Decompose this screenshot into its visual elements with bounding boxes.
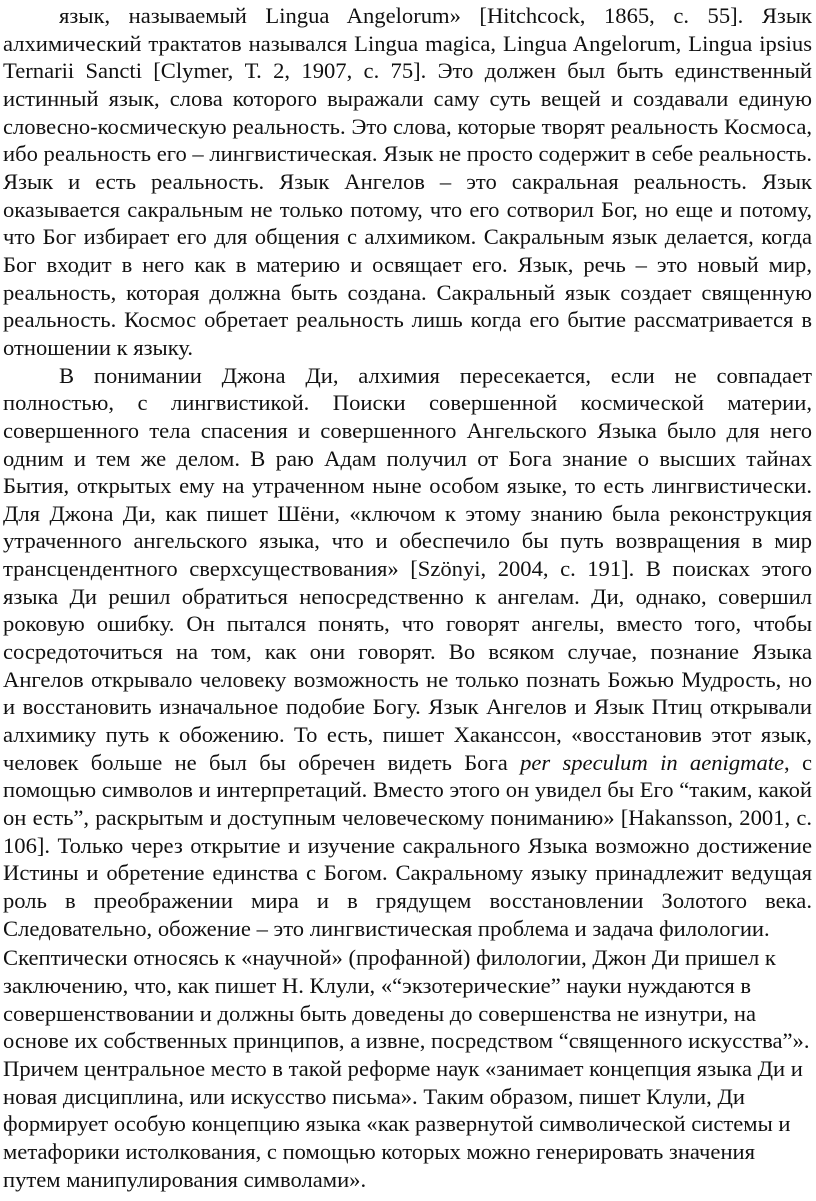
paragraph-2-text-start: В понимании Джона Ди, алхимия пересекается, если не совпадает полностью, с лингвистикой. Поиски совершенной космической материи, совершенного тела спасения и совершенного Ангельского Языка было для него одним и тем же делом. В раю Адам получил от Бога знание о высших тайнах Бытия, открытых ему на утраченном ныне особом языке, то есть лингвистически. Для Джона Ди, как пишет Шёни, «ключом к этому знанию была реконструкция утраченного ангельского языка, что и обеспечило бы путь возвращения в мир трансцендентного сверхсуществования» [Szönyi, 2004, с. 191]. В поисках этого языка Ди решил обратиться непосредственно к ангелам. Ди, однако, совершил роковую ошибку. Он пытался понять, что говорят ангелы, вместо того, чтобы сосредоточиться на том, как они говорят. Во всяком случае, познание Языка Ангелов открывало человеку возможность не только познать Божью Мудрость, но и восстановить изначальное подобие Богу. Язык Ангелов и Язык Птиц открывали алхимику путь к обожению. То есть, пишет Хаканссон, «восстановив этот язык, человек больше не был бы обречен видеть Бога xyxy=(3,362,812,775)
paragraph-2-text-end: , с помощью символов и интерпретаций. Вместо этого он увидел бы Его “таким, какой он есть”, раскрытым и доступным человеческому пониманию» [Hakansson, 2001, с. 106]. Только через открытие и изучение сакрального Языка возможно достижение Истины и обретение единства с Богом. Сакральному языку принадлежит ведущая роль в преображении мира и в грядущем восстановлении Золотого века. Следовательно, обожение – это лингвистическая проблема и задача филологии. xyxy=(3,749,813,941)
paragraph-1: язык, называемый Lingua Angelorum» [Hitchcock, 1865, с. 55]. Язык алхимический трактатов назывался Lingua magica, Lingua Angelorum, Lingua ipsius Ternarii Sancti [Clymer, Т. 2, 1907, с. 75]. Это должен был быть единственный истинный язык, слова которого выражали саму суть вещей и создавали единую словесно-космическую реальность. Это слова, которые творят реальность Космоса, ибо реальность его – лингвистическая. Язык не просто содержит в себе реальность. Язык и есть реальность. Язык Ангелов – это сакральная реальность. Язык оказывается сакральным не только потому, что его сотворил Бог, но еще и потому, что Бог избирает его для общения с алхимиком. Сакральным язык делается, когда Бог входит в него как в материю и освящает его. Язык, речь – это новый мир, реальность, которая должна быть создана. Сакральный язык создает священную реальность. Космос обретает реальность лишь когда его бытие рассматривается в отношении к языку. xyxy=(3,3,812,360)
paragraph-3: Скептически относясь к «научной» (профанной) филологии, Джон Ди пришел к заключению, что, как пишет Н. Клули, «“экзотерические” науки нуждаются в совершенствовании и должны быть доведены до совершенства не изнутри, на основе их собственных принципов, а извне, посредством “священного искусства”». Причем центральное место в такой реформе наук «занимает концепция языка Ди и новая дисциплина, или искусство письма». Таким образом, пишет Клули, Ди формирует особую концепцию языка «как развернутой символической системы и метафорики истолкования, с помощью которых можно генерировать значения путем манипулирования символами». xyxy=(3,945,810,1192)
latin-phrase: per speculum in aenigmate xyxy=(520,749,785,775)
paragraph-2 xyxy=(3,362,812,943)
